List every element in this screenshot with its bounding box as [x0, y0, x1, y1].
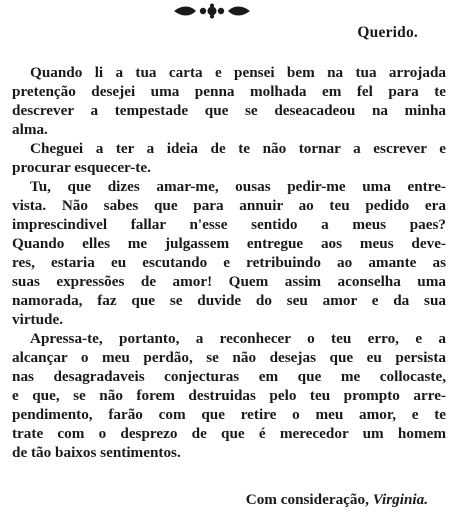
salutation: Querido.: [357, 24, 418, 41]
text-line: res, estaria eu escutando e retribuindo ao amante as: [12, 254, 446, 271]
text-line: alma.: [12, 121, 48, 138]
text-line: namorada, faz que se duvide do seu amor e da sua: [12, 292, 446, 309]
text-line: imprescindivel fallar n'esse sentido a meus paes?: [12, 216, 446, 233]
text-line: trate com o desprezo de que é merecedor um homem: [12, 425, 446, 442]
text-line: descrever a tempestade que se deseacadeou na minha: [12, 102, 446, 119]
text-line: virtude.: [12, 311, 64, 328]
text-line: pretenção desejei uma penna molhada em fel para te: [12, 83, 446, 100]
paragraph: [12, 329, 446, 462]
text-line: procurar esquecer-te.: [12, 159, 151, 176]
text-line: pendimento, farão com que retire o meu amor, e te: [12, 406, 446, 423]
text-line: alcançar o meu perdão, se não desejas que eu persista: [12, 349, 446, 366]
text-line: Cheguei a ter a ideia de te não tornar a escrever e: [30, 140, 446, 157]
text-line: nas desagradaveis conjecturas em que me collocaste,: [12, 368, 446, 385]
signature-name: Virginia.: [372, 491, 428, 508]
text-line: suas expressões de amor! Quem assim aconselha uma: [12, 273, 446, 290]
signature: [246, 491, 428, 509]
closing-text: Com consideração,: [245, 491, 369, 508]
text-line: e que, se não forem destruidas pelo teu prompto arre-: [12, 387, 446, 404]
text-line: de tão baixos sentimentos.: [12, 444, 181, 461]
ornament-flourish-icon: [172, 3, 252, 19]
text-line: Quando elles me julgassem entregue aos meus deve-: [12, 235, 446, 252]
paragraph: [12, 177, 446, 329]
letter-body: [12, 63, 446, 462]
text-line: vista. Não sabes que para annuir ao teu pedido era: [12, 197, 446, 214]
paragraph: [12, 63, 446, 139]
text-line: Apressa-te, portanto, a reconhecer o teu erro, e a: [30, 330, 446, 347]
paragraph: [12, 139, 446, 177]
text-line: Quando li a tua carta e pensei bem na tua arrojada: [30, 64, 446, 81]
text-line: Tu, que dizes amar-me, ousas pedir-me uma entre-: [30, 178, 446, 195]
